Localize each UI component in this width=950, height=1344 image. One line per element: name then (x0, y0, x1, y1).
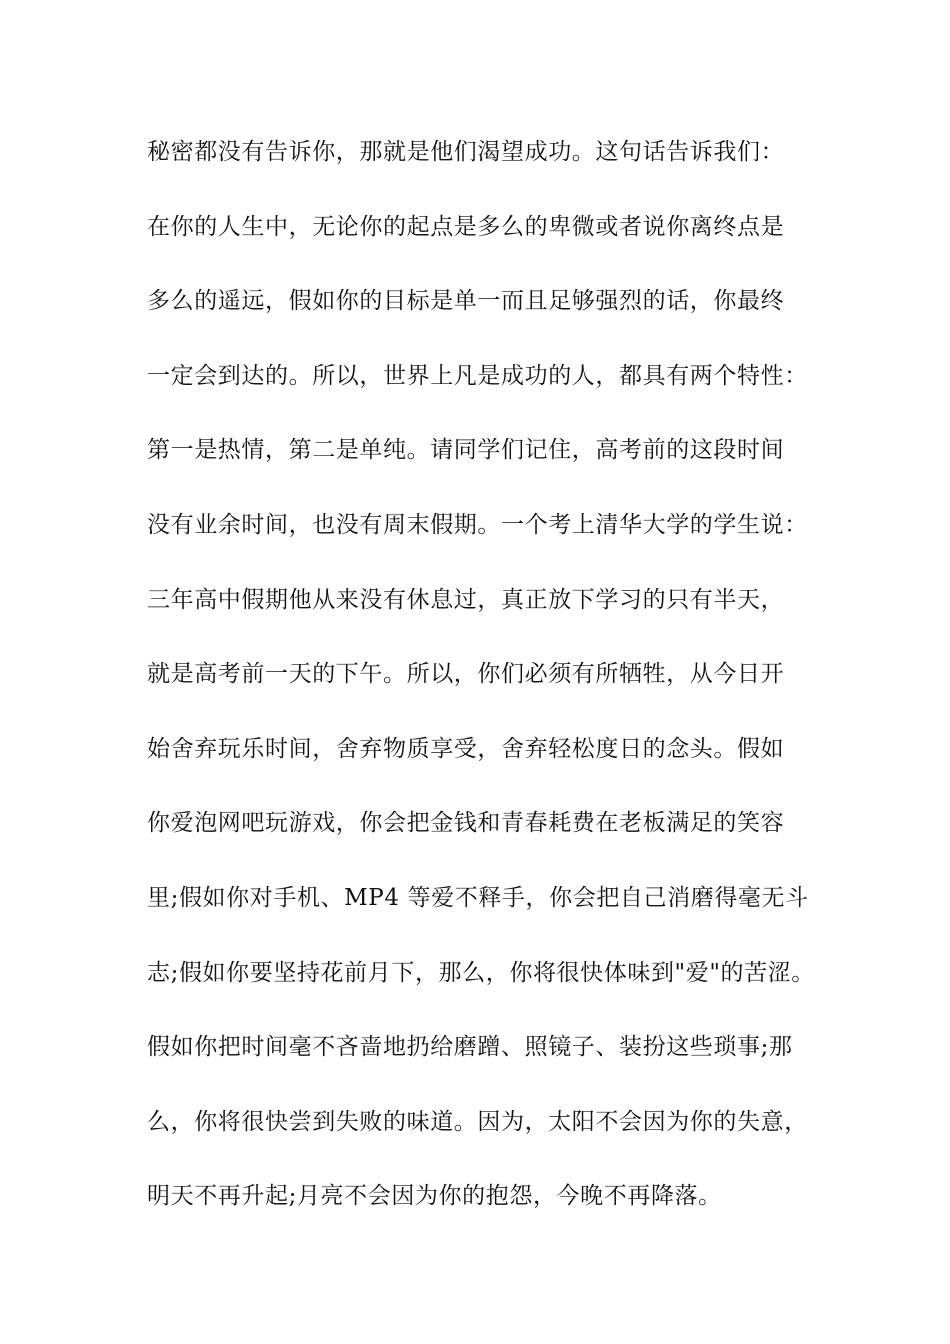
text-line: 就是高考前一天的下午。所以，你们必须有所牺牲，从今日开 (147, 661, 785, 688)
text-line: 明天不再升起;月亮不会因为你的抱怨，今晚不再降落。 (147, 1183, 722, 1210)
text-line: 始舍弃玩乐时间，舍弃物质享受，舍弃轻松度日的念头。假如 (147, 735, 785, 762)
text-line: 三年高中假期他从来没有休息过，真正放下学习的只有半天， (147, 586, 785, 613)
body-paragraph (147, 132, 847, 1251)
text-line: 一定会到达的。所以，世界上凡是成功的人，都具有两个特性： (147, 362, 808, 389)
text-line: 里;假如你对手机、MP4 等爱不释手，你会把自己消磨得毫无斗 (147, 884, 809, 911)
text-line: 在你的人生中，无论你的起点是多么的卑微或者说你离终点是 (147, 213, 785, 240)
text-line: 么，你将很快尝到失败的味道。因为，太阳不会因为你的失意， (147, 1108, 808, 1135)
text-line: 秘密都没有告诉你，那就是他们渴望成功。这句话告诉我们： (147, 139, 785, 165)
text-line: 多么的遥远，假如你的目标是单一而且足够强烈的话，你最终 (147, 288, 785, 315)
text-line: 假如你把时间毫不吝啬地扔给磨蹭、照镜子、装扮这些琐事;那 (147, 1034, 793, 1061)
text-line: 没有业余时间，也没有周末假期。一个考上清华大学的学生说： (147, 511, 808, 538)
text-line: 你爱泡网吧玩游戏，你会把金钱和青春耗费在老板满足的笑容 (147, 810, 785, 837)
text-line: 志;假如你要坚持花前月下，那么，你将很快体味到"爱"的苦涩。 (147, 959, 815, 986)
text-line: 第一是热情，第二是单纯。请同学们记住，高考前的这段时间 (147, 437, 785, 464)
